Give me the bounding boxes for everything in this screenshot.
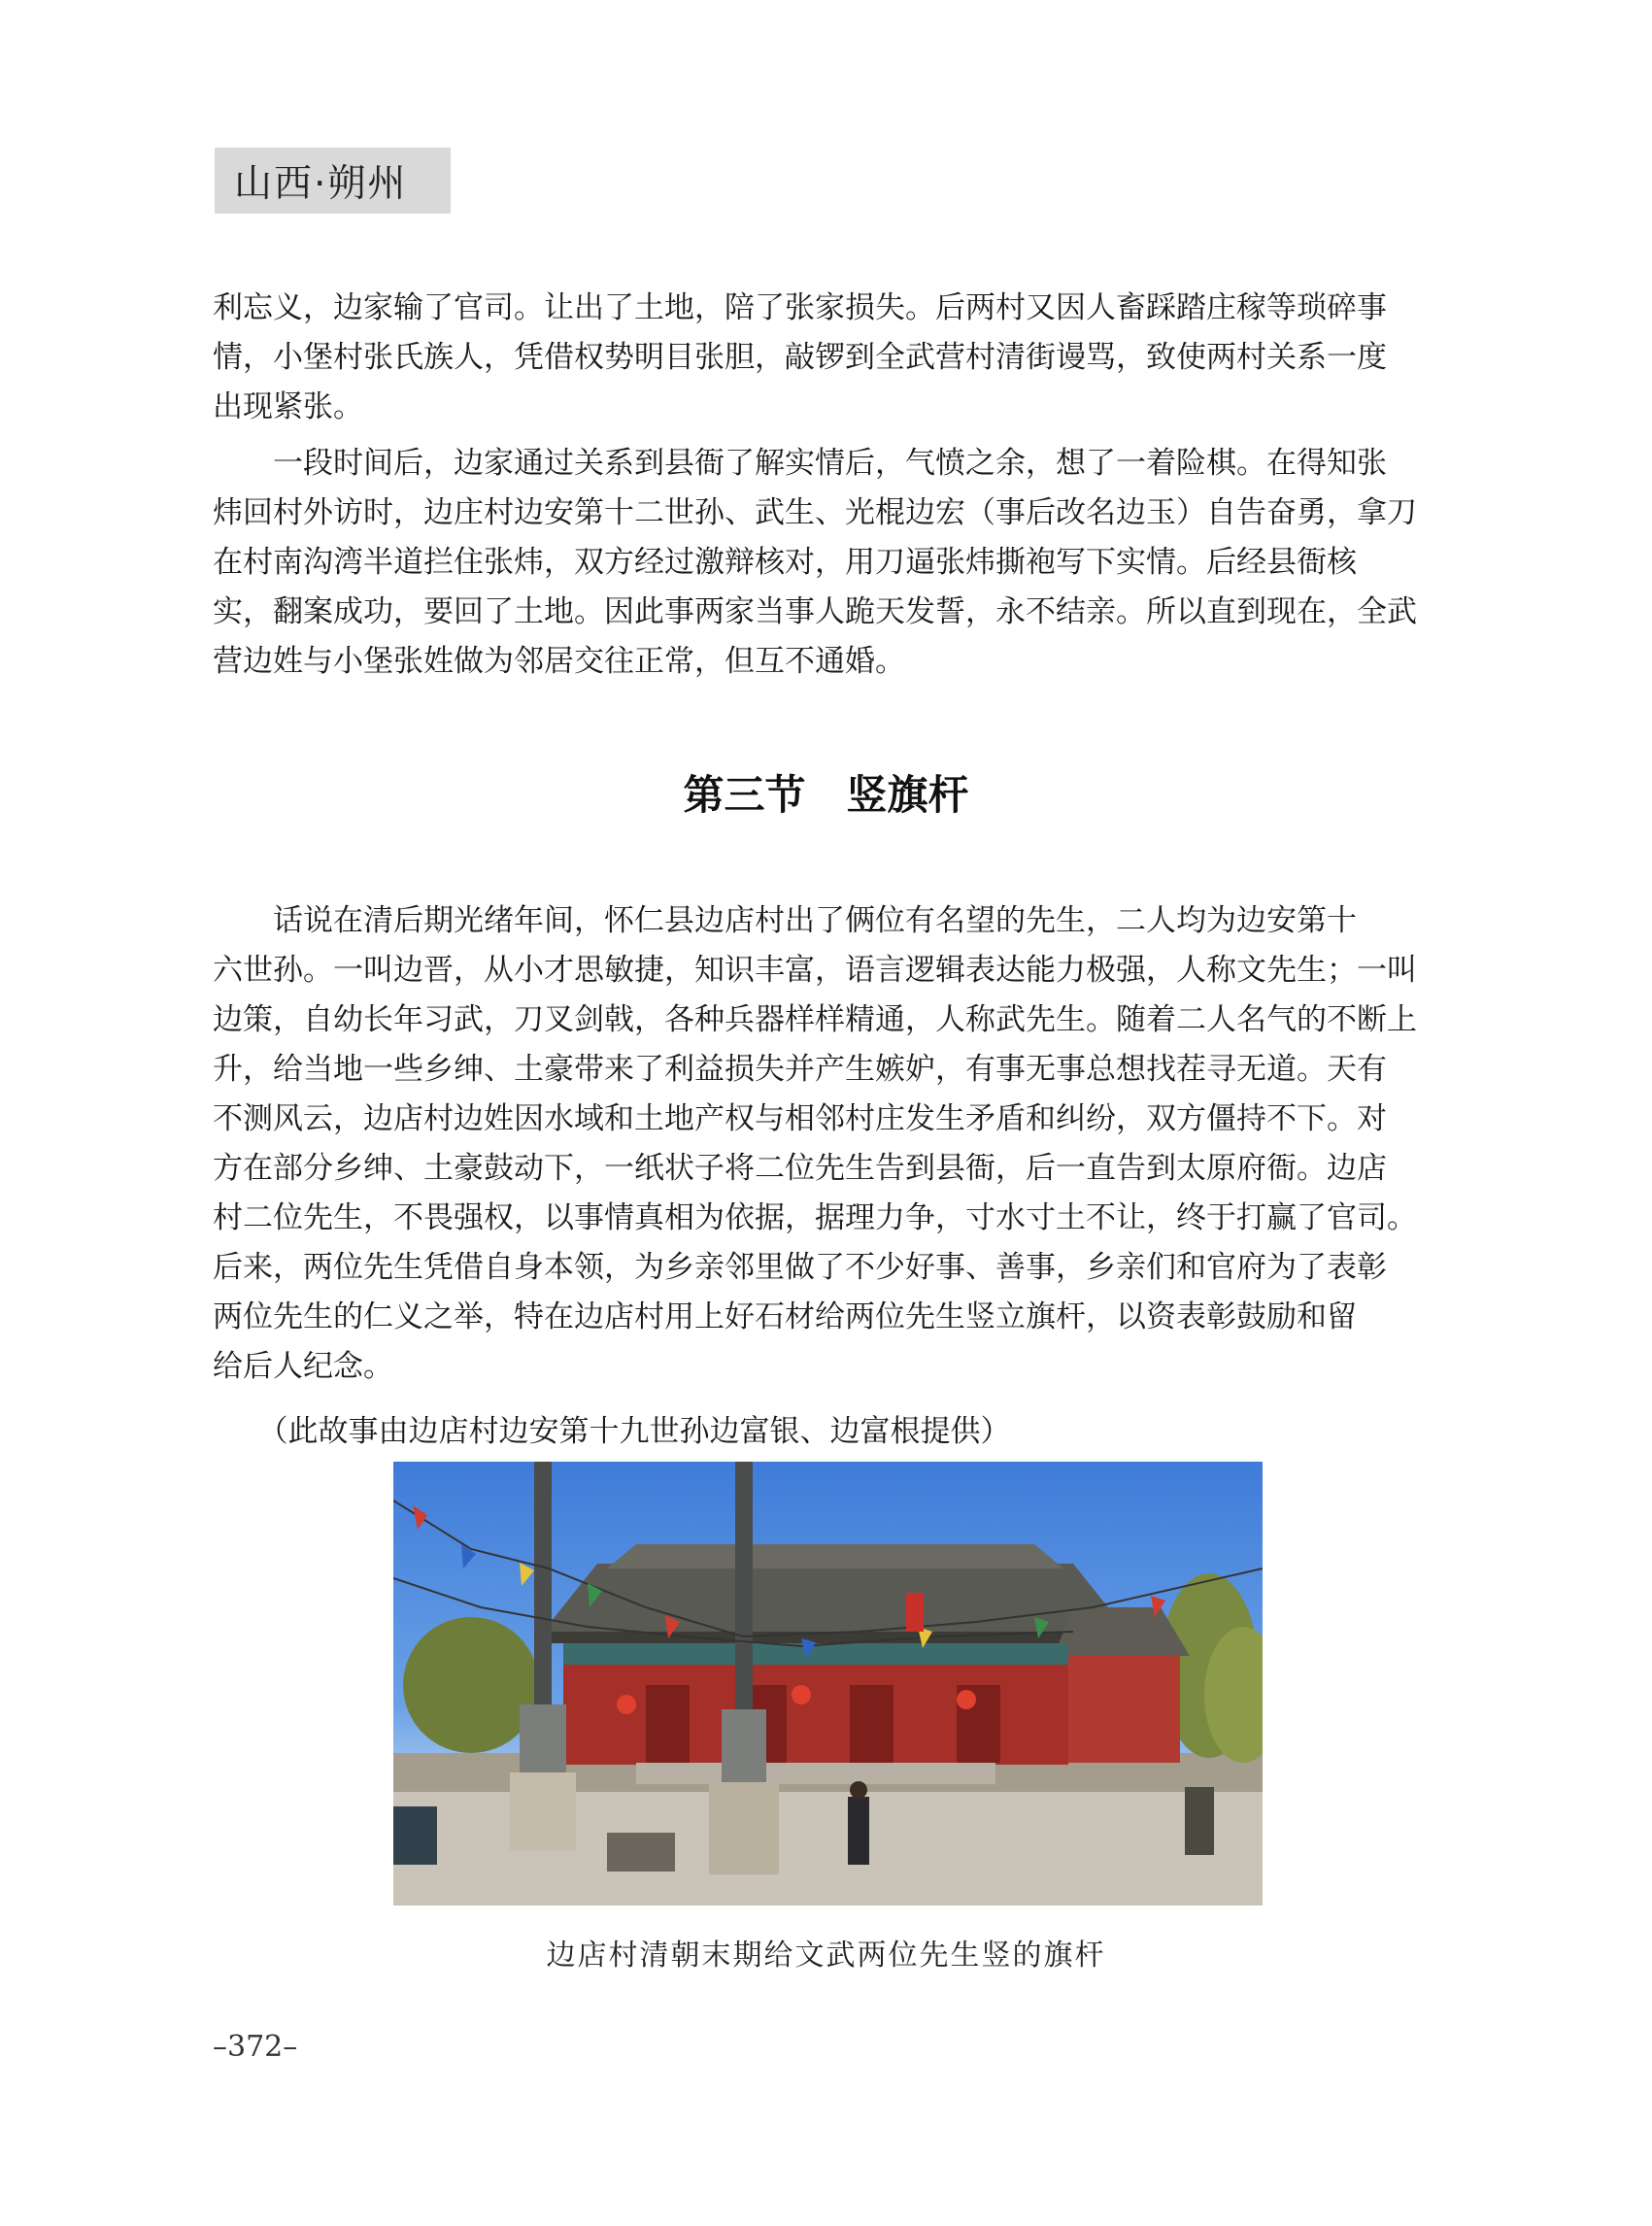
text-line: 升，给当地一些乡绅、土豪带来了利益损失并产生嫉妒，有事无事总想找茬寻无道。天有 [213,1052,1387,1087]
text-line: 话说在清后期光绪年间，怀仁县边店村出了俩位有名望的先生，二人均为边安第十 [213,903,1357,938]
text-line: 实，翻案成功，要回了土地。因此事两家当事人跪天发誓，永不结亲。所以直到现在，全武 [213,594,1417,629]
section-title: 第三节 竖旗杆 [683,771,969,819]
text-line: 方在部分乡绅、土豪鼓动下，一纸状子将二位先生告到县衙，后一直告到太原府衙。边店 [213,1151,1387,1186]
text-line: 情，小堡村张氏族人，凭借权势明目张胆，敲锣到全武营村清街谩骂，致使两村关系一度 [213,340,1387,375]
text-line: 两位先生的仁义之举，特在边店村用上好石材给两位先生竖立旗杆，以资表彰鼓励和留 [213,1299,1357,1334]
text-line: 六世孙。一叫边晋，从小才思敏捷，知识丰富，语言逻辑表达能力极强，人称文先生；一叫 [213,953,1417,988]
text-line: 村二位先生，不畏强权，以事情真相为依据，据理力争，寸水寸土不让，终于打赢了官司。 [213,1200,1417,1235]
text-line: 给后人纪念。 [213,1349,393,1384]
text-line: 不测风云，边店村边姓因水域和土地产权与相邻村庄发生矛盾和纠纷，双方僵持不下。对 [213,1101,1387,1136]
source-note [213,1407,1446,1457]
text-line: 营边姓与小堡张姓做为邻居交往正常，但互不通婚。 [213,644,905,679]
paragraph-outcome [213,439,1446,687]
page-number: –372– [213,2030,298,2064]
running-header-tag: 山西·朔州 [215,148,451,214]
flagpole-temple-photo [393,1462,1263,1906]
text-line: 出现紧张。 [213,389,363,424]
text-line: 一段时间后，边家通过关系到县衙了解实情后，气愤之余，想了一着险棋。在得知张 [213,446,1387,481]
paragraph-continuation [213,284,1446,432]
text-line: （此故事由边店村边安第十九世孙边富银、边富根提供） [213,1414,1011,1449]
paragraph-story [213,896,1446,1392]
text-line: 炜回村外访时，边庄村边安第十二世孙、武生、光棍边宏（事后改名边玉）自告奋勇，拿刀 [213,495,1417,530]
figure-caption: 边店村清朝末期给文武两位先生竖的旗杆 [546,1939,1106,1973]
text-line: 利忘义，边家输了官司。让出了土地，陪了张家损失。后两村又因人畜踩踏庄稼等琐碎事 [213,290,1387,325]
text-line: 在村南沟湾半道拦住张炜，双方经过激辩核对，用刀逼张炜撕袍写下实情。后经县衙核 [213,545,1357,580]
text-line: 后来，两位先生凭借自身本领，为乡亲邻里做了不少好事、善事，乡亲们和官府为了表彰 [213,1250,1387,1285]
text-line: 边策，自幼长年习武，刀叉剑戟，各种兵器样样精通，人称武先生。随着二人名气的不断上 [213,1002,1417,1037]
